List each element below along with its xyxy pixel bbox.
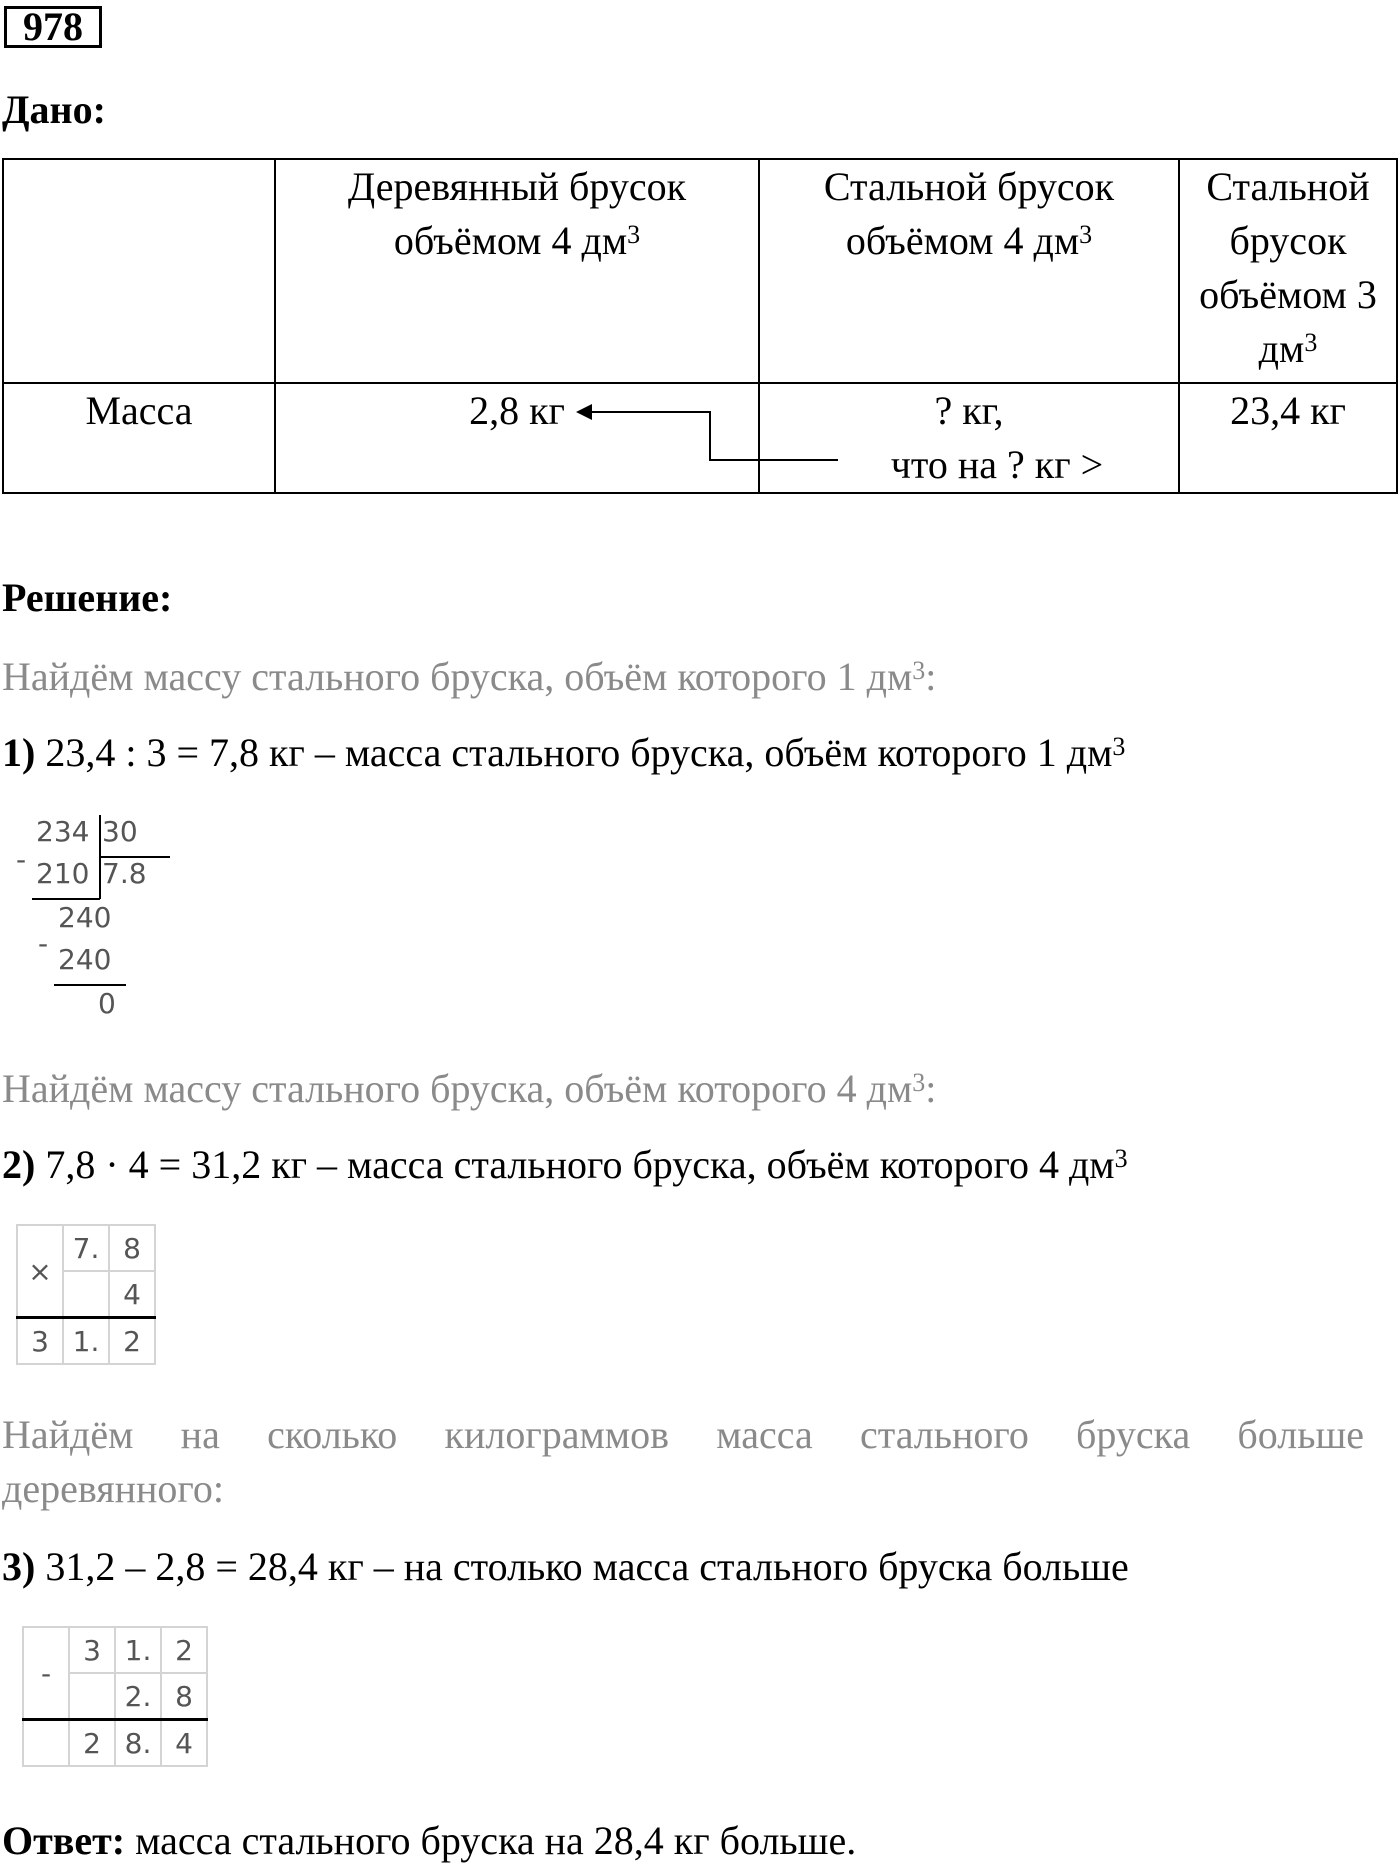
comparison-arrow [0,0,1400,520]
step2-intro: Найдём массу стального бруска, объём которого 4 $дм^3$: [2,1066,937,1111]
step1-intro: Найдём массу стального бруска, объём которого 1 $дм^3$: [2,654,937,699]
multiplication-grid: × 7. 8 4 3 1. 2 [16,1224,156,1365]
division-lines [16,815,176,1025]
mass-steel-3: 23,4 кг [1179,383,1397,493]
step3-intro-line1: Найдём на сколько килограммов масса стального бруска больше [2,1412,1364,1457]
dividend: 234 [36,815,90,848]
solution-heading: Решение: [2,575,173,620]
step3-intro-line2: деревянного: [2,1466,224,1511]
remainder-2: 0 [98,987,116,1020]
step3: 3) 31,2 – 2,8 = 28,4 кг – на столько масса стального бруска больше [2,1544,1129,1589]
answer: Ответ: масса стального бруска на 28,4 кг больше. [2,1818,857,1863]
step2: 2) 7,8 · 4 = 31,2 кг – масса стального бруска, объём которого 4 $дм^3$ [2,1142,1128,1187]
step1: 1) 23,4 : 3 = 7,8 кг – масса стального бруска, объём которого 1 $дм^3$ [2,730,1126,775]
task-number: 978 [4,6,102,48]
header-wood-4: Деревянный брусок объёмом 4 $дм^3$ [275,159,759,383]
row-label-mass: Масса [3,383,275,493]
header-steel-4: Стальной брусок объёмом 4 $дм^3$ [759,159,1179,383]
long-division: 234 30 - 210 7.8 240 - 240 0 [16,815,176,1025]
minus-sign: - [23,1627,69,1720]
subtraction-grid: - 3 1. 2 2. 8 2 8. 4 [22,1626,208,1767]
mass-steel-4: ? кг, что на ? кг > [759,383,1179,493]
subtrahend-1: 210 [36,857,90,890]
arrow-note: что на ? кг > [890,442,1104,487]
given-heading: Дано: [2,87,106,132]
multiply-sign: × [17,1225,63,1318]
header-steel-3: Стальной брусок объёмом 3 $дм^3$ [1179,159,1397,383]
subtrahend-2: 240 [58,943,112,976]
remainder-1: 240 [58,901,112,934]
quotient: 7.8 [102,857,147,890]
divisor: 30 [102,815,138,848]
mass-wood: 2,8 кг [275,383,759,493]
